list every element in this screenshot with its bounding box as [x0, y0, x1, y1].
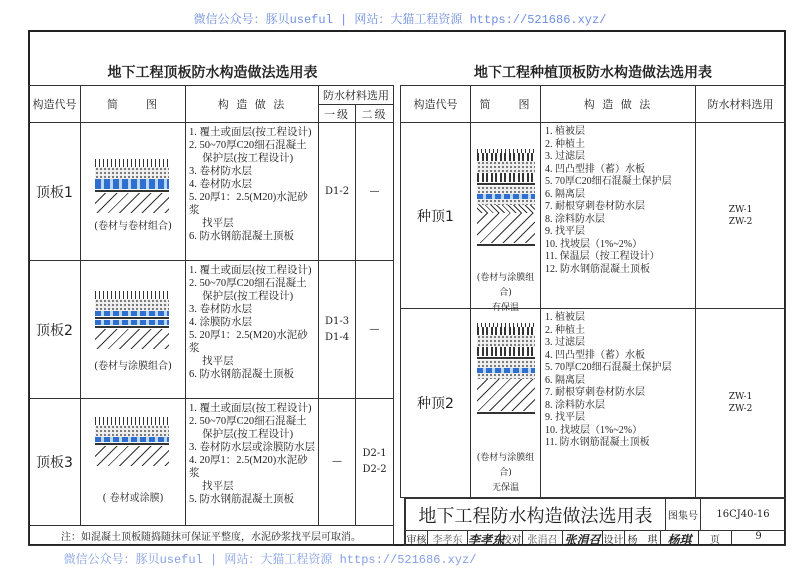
reviewer-name: 李孝东	[428, 531, 468, 545]
header-level2: 二级	[355, 104, 394, 123]
review-label: 审核	[406, 531, 428, 545]
header-level1: 一级	[318, 104, 356, 123]
section-diagram	[80, 122, 186, 261]
level1-value: —	[318, 398, 356, 526]
level1-value: D1-2	[318, 122, 356, 261]
section-diagram	[80, 398, 186, 526]
diagram-caption: (卷材与涂膜组合) 有保温	[476, 273, 535, 313]
diagram-caption: (卷材与卷材组合)	[94, 221, 172, 232]
level2-value: D2-1 D2-2	[355, 398, 394, 526]
header-code: 构造代号	[400, 85, 471, 123]
row-code: 顶板3	[28, 398, 81, 526]
row-code: 种顶1	[400, 122, 471, 309]
layer-diagram	[477, 149, 535, 247]
header-material: 防水材料选用	[318, 85, 394, 105]
atlas-number: 16CJ40-16	[700, 497, 786, 531]
row-code: 种顶2	[400, 308, 471, 498]
header-diagram: 简 图	[470, 85, 541, 123]
layer-diagram	[95, 159, 169, 213]
row-code: 顶板1	[28, 122, 81, 261]
level1-value: D1-3 D1-4	[318, 260, 356, 399]
watermark-top: 微信公众号：豚贝useful | 网站：大猫工程资源 https://521686.xyz/	[193, 13, 607, 27]
signature-row	[404, 530, 786, 546]
layer-diagram	[477, 323, 535, 415]
method-list: 1. 植被层 2. 种植土 3. 过滤层 4. 凹凸型排（蓄）水板 5. 70厚C20细石混凝土保护层 6. 隔离层 7. 耐根穿刺卷材防水层 8. 涂料防水层 9. 找平层 10. 找坡层（1%~2%） 11. 保温层（按工程设计） 12. 防水钢筋混凝土顶板	[540, 122, 696, 309]
section-diagram	[80, 260, 186, 399]
header-method: 构 造 做 法	[540, 85, 696, 123]
diagram-caption: ( 卷材或涂膜)	[102, 493, 164, 504]
designer-name: 杨 琪	[625, 531, 661, 545]
layer-diagram	[95, 291, 169, 349]
layer-diagram	[95, 417, 169, 466]
watermark-bottom: 微信公众号：豚贝useful | 网站：大猫工程资源 https://521686.xyz/	[63, 553, 477, 567]
right-table-title: 地下工程种植顶板防水构造做法选用表	[474, 65, 712, 81]
method-list: 1. 覆土或面层(按工程设计) 2. 50~70厚C20细石混凝土 保护层(按工程设计) 3. 卷材防水层或涂膜防水层 4. 20厚1：2.5(M20)水泥砂浆 找平层 5. 防水钢筋混凝土顶板	[185, 398, 319, 526]
method-list: 1. 植被层 2. 种植土 3. 过滤层 4. 凹凸型排（蓄）水板 5. 70厚C20细石混凝土保护层 6. 隔离层 7. 耐根穿刺卷材防水层 8. 涂料防水层 9. 找平层 10. 找坡层（1%~2%） 11. 防水钢筋混凝土顶板	[540, 308, 696, 498]
checker-signature: 张涓召	[563, 531, 603, 545]
page-number: 9	[755, 531, 762, 542]
diagram-caption: (卷材与涂膜组合)	[94, 361, 172, 372]
diagram-caption: (卷材与涂膜组合) 无保温	[476, 453, 535, 493]
header-method: 构 造 做 法	[185, 85, 319, 123]
method-list: 1. 覆土或面层(按工程设计) 2. 50~70厚C20细石混凝土 保护层(按工程设计) 3. 卷材防水层 4. 卷材防水层 5. 20厚1：2.5(M20)水泥砂浆 找平层 6. 防水钢筋混凝土顶板	[185, 122, 319, 261]
level2-value: —	[355, 260, 394, 399]
checker-name: 张涓召	[523, 531, 563, 545]
row-code: 顶板2	[28, 260, 81, 399]
design-label: 设计	[603, 531, 625, 545]
drawing-title: 地下工程防水构造做法选用表	[404, 497, 666, 531]
material-value: ZW-1 ZW-2	[695, 122, 786, 309]
material-value: ZW-1 ZW-2	[695, 308, 786, 498]
atlas-label: 图集号	[665, 497, 701, 531]
note: 注：如混凝土顶板随捣随抹可保证平整度，水泥砂浆找平层可取消。	[28, 525, 394, 546]
check-label: 校对	[501, 531, 523, 545]
method-list: 1. 覆土或面层(按工程设计) 2. 50~70厚C20细石混凝土 保护层(按工程设计) 3. 卷材防水层 4. 涂膜防水层 5. 20厚1：2.5(M20)水泥砂浆 找平层 6. 防水钢筋混凝土顶板	[185, 260, 319, 399]
reviewer-signature: 李孝东	[468, 533, 505, 547]
header-material: 防水材料选用	[695, 85, 786, 123]
left-table-title: 地下工程顶板防水构造做法选用表	[107, 65, 318, 81]
header-diagram: 简 图	[80, 85, 186, 123]
designer-signature: 杨琪	[661, 531, 699, 545]
section-diagram	[470, 308, 541, 498]
header-code: 构造代号	[28, 85, 81, 123]
section-diagram	[470, 122, 541, 313]
level2-value: —	[355, 122, 394, 261]
page-label: 页	[699, 531, 732, 545]
